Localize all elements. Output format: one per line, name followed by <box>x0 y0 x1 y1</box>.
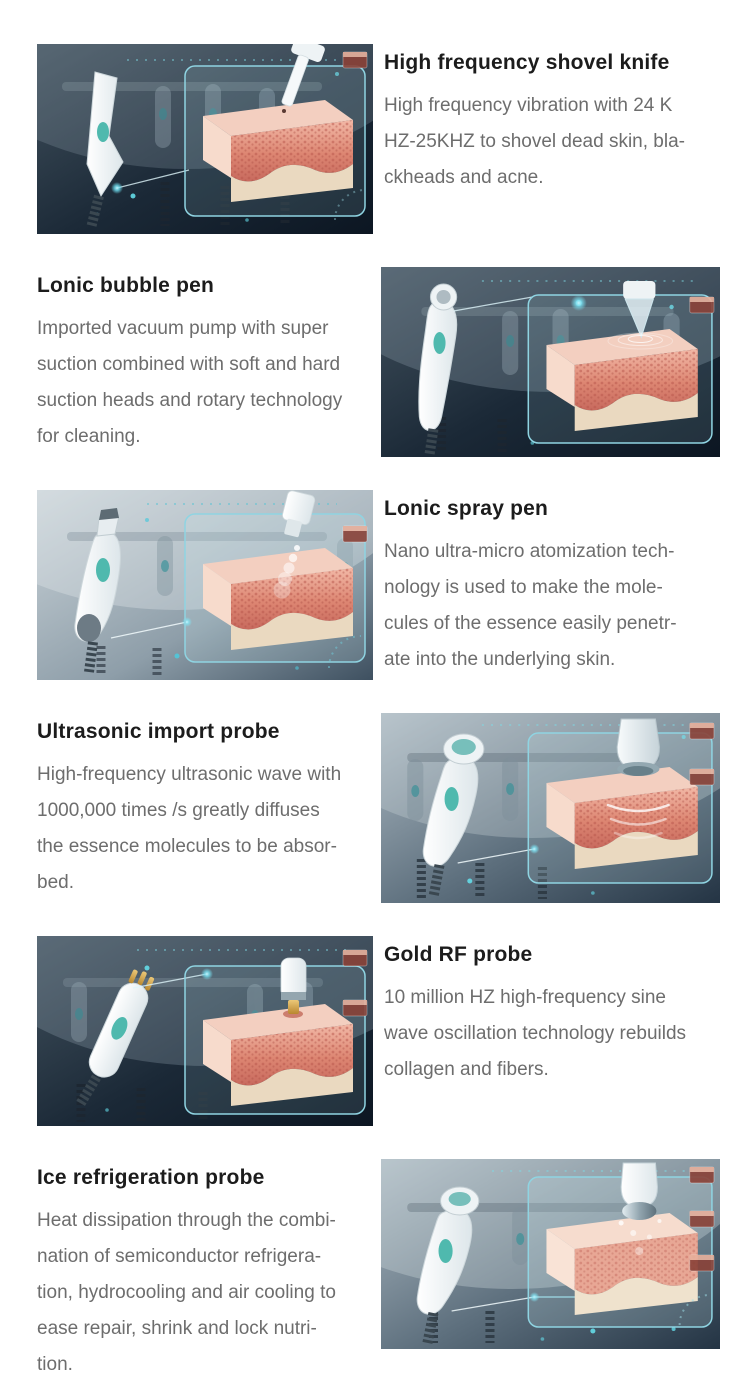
feature-line: nation of semiconductor refrigera- <box>37 1246 322 1267</box>
ultrasonic-import-probe-image <box>381 713 720 903</box>
feature-line: suction heads and rotary technology <box>37 390 343 411</box>
feature-line: ease repair, shrink and lock nutri- <box>37 1318 317 1339</box>
feature-line: ckheads and acne. <box>384 167 544 188</box>
feature-line: nology is used to make the mole- <box>384 577 663 598</box>
feature-line: tion. <box>37 1354 73 1375</box>
device-scene-ice-probe <box>381 1159 720 1349</box>
feature-section-ice-refrigeration-probe <box>37 1159 737 1383</box>
feature-line: Nano ultra-micro atomization tech- <box>384 541 675 562</box>
device-scene-bubble-pen <box>381 267 720 457</box>
feature-line: wave oscillation technology rebuilds <box>384 1023 687 1044</box>
feature-line: Heat dissipation through the combi- <box>37 1210 336 1231</box>
feature-line: bed. <box>37 872 74 893</box>
gold-rf-probe-image <box>37 936 373 1126</box>
feature-section-ultrasonic-import-probe <box>37 713 737 903</box>
feature-text-block <box>384 936 737 1088</box>
feature-line: HZ-25KHZ to shovel dead skin, bla- <box>384 131 685 152</box>
feature-section-high-frequency-shovel-knife <box>37 44 737 234</box>
feature-text-block <box>384 44 737 196</box>
feature-title: Lonic spray pen <box>384 497 549 520</box>
device-scene-gold-rf-probe <box>37 936 373 1126</box>
feature-line: High-frequency ultrasonic wave with <box>37 764 342 785</box>
feature-text-block <box>37 713 370 901</box>
feature-line: 10 million HZ high-frequency sine <box>384 987 666 1008</box>
feature-section-lonic-bubble-pen <box>37 267 737 457</box>
feature-line: 1000,000 times /s greatly diffuses <box>37 800 320 821</box>
feature-line: ate into the underlying skin. <box>384 649 616 670</box>
feature-section-lonic-spray-pen <box>37 490 737 680</box>
feature-line: suction combined with soft and hard <box>37 354 341 375</box>
device-scene-spray-pen <box>37 490 373 680</box>
device-scene-ultrasonic-probe <box>381 713 720 903</box>
feature-line: High frequency vibration with 24 K <box>384 95 673 116</box>
feature-line: the essence molecules to be absor- <box>37 836 337 857</box>
feature-section-gold-rf-probe <box>37 936 737 1126</box>
feature-text-block <box>384 490 737 678</box>
high-frequency-shovel-knife-image <box>37 44 373 234</box>
feature-line: Imported vacuum pump with super <box>37 318 329 339</box>
feature-line: cules of the essence easily penetr- <box>384 613 677 634</box>
feature-line: for cleaning. <box>37 426 141 447</box>
feature-text-block <box>37 267 370 455</box>
ice-refrigeration-probe-image <box>381 1159 720 1349</box>
device-scene-shovel-knife <box>37 44 373 234</box>
feature-title: Lonic bubble pen <box>37 274 215 297</box>
feature-text-block <box>37 1159 370 1383</box>
feature-title: High frequency shovel knife <box>384 51 670 74</box>
feature-line: tion, hydrocooling and air cooling to <box>37 1282 336 1303</box>
feature-line: collagen and fibers. <box>384 1059 549 1080</box>
feature-title: Ultrasonic import probe <box>37 720 280 743</box>
lonic-spray-pen-image <box>37 490 373 680</box>
feature-title: Gold RF probe <box>384 943 533 966</box>
lonic-bubble-pen-image <box>381 267 720 457</box>
feature-title: Ice refrigeration probe <box>37 1166 265 1189</box>
